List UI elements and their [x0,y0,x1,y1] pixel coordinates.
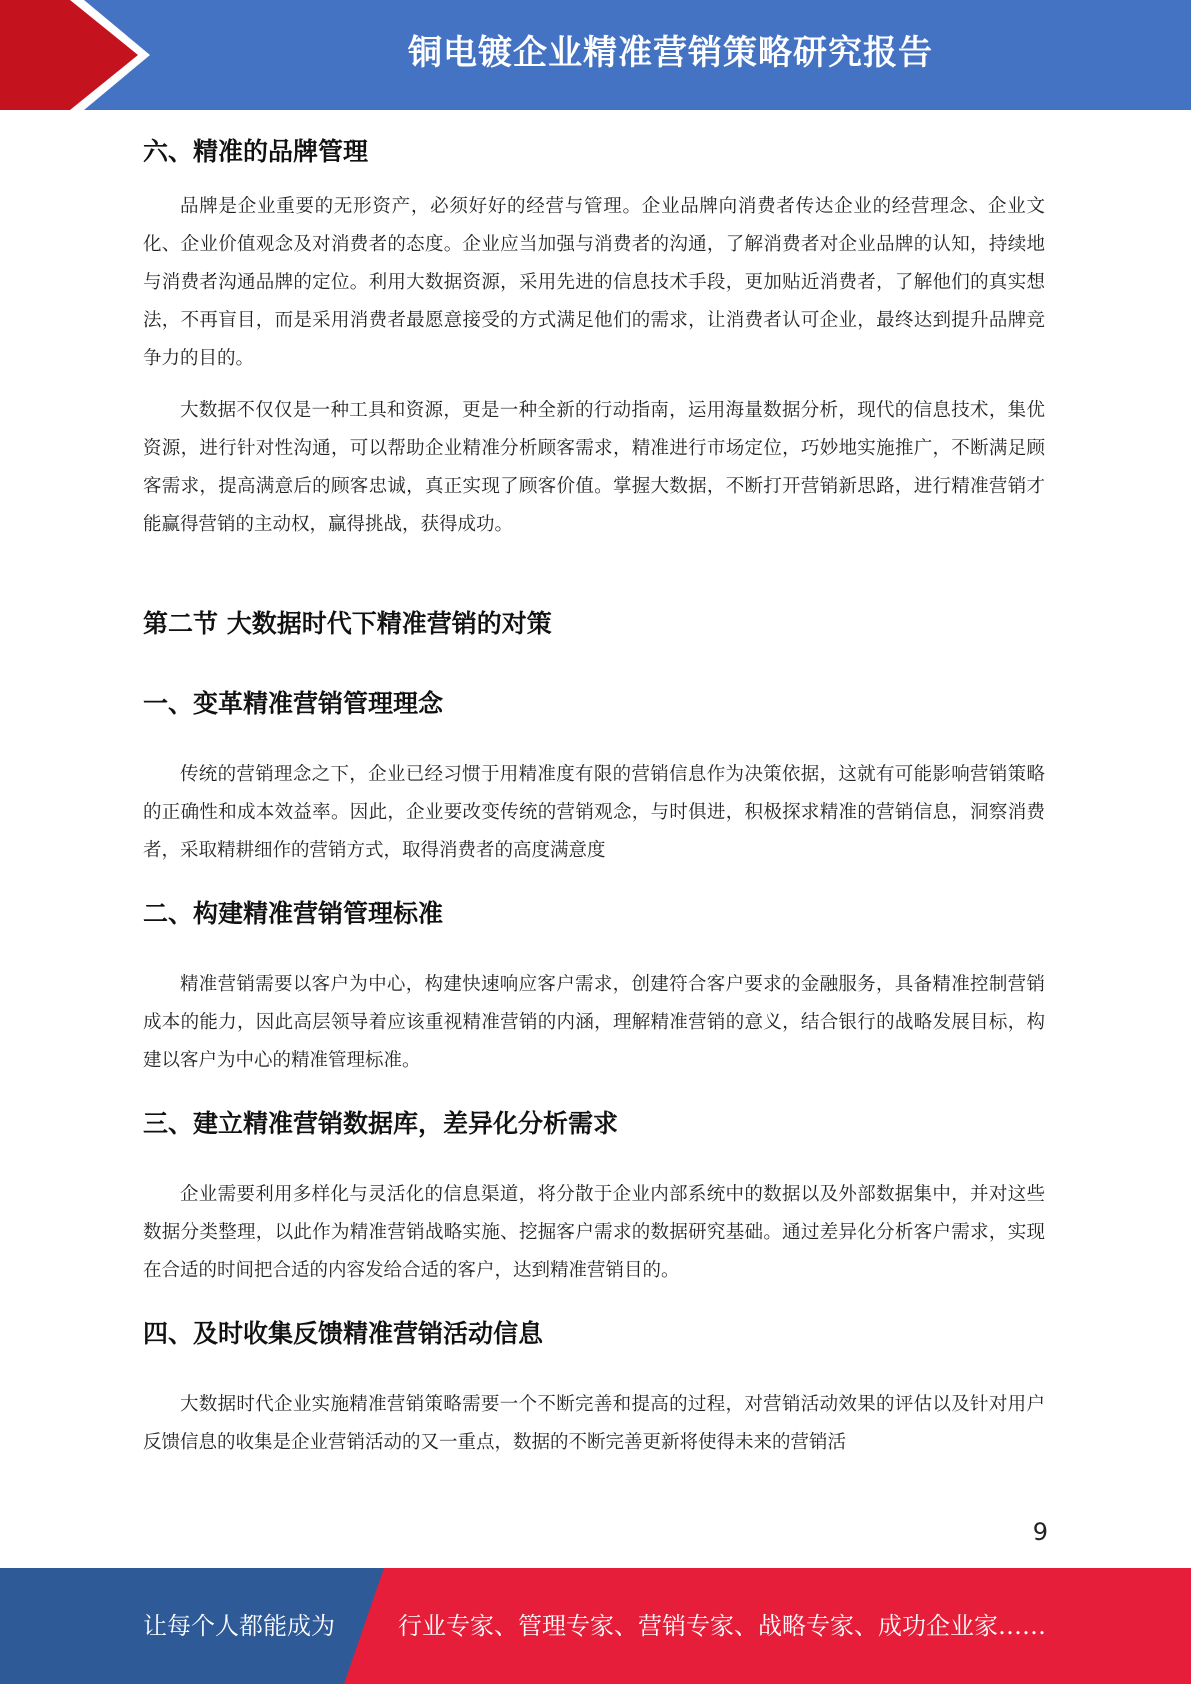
page-content [143,128,1045,1462]
brand-paragraph-1: 品牌是企业重要的无形资产，必须好好的经营与管理。企业品牌向消费者传达企业的经营理念、企业文化、企业价值观念及对消费者的态度。企业应当加强与消费者的沟通，了解消费者对企业品牌的认知，持续地与消费者沟通品牌的定位。利用大数据资源，采用先进的信息技术手段，更加贴近消费者，了解他们的真实想法，不再盲目，而是采用消费者最愿意接受的方式满足他们的需求，让消费者认可企业，最终达到提升品牌竞争力的目的。 [143,196,1045,369]
brand-heading: 六、精准的品牌管理 [143,137,369,166]
subsection-paragraph-1: 传统的营销理念之下，企业已经习惯于用精准度有限的营销信息作为决策依据，这就有可能影响营销策略的正确性和成本效益率。因此，企业要改变传统的营销观念，与时俱进，积极探求精准的营销信息，洞察消费者，采取精耕细作的营销方式，取得消费者的高度满意度 [143,764,1045,861]
subsection-paragraph-4: 大数据时代企业实施精准营销策略需要一个不断完善和提高的过程，对营销活动效果的评估以及针对用户反馈信息的收集是企业营销活动的又一重点，数据的不断完善更新将使得未来的营销活 [143,1394,1045,1453]
subsection-heading-4: 四、及时收集反馈精准营销活动信息 [143,1319,544,1348]
brand-paragraph-2: 大数据不仅仅是一种工具和资源，更是一种全新的行动指南，运用海量数据分析，现代的信息技术，集优资源，进行针对性沟通，可以帮助企业精准分析顾客需求，精准进行市场定位，巧妙地实施推广，不断满足顾客需求，提高满意后的顾客忠诚，真正实现了顾客价值。掌握大数据，不断打开营销新思路，进行精准营销才能赢得营销的主动权，赢得挑战，获得成功。 [143,400,1045,535]
subsection-heading-1: 一、变革精准营销管理理念 [143,689,444,718]
header-arrow-icon [0,0,138,110]
subsection-heading-3: 三、建立精准营销数据库，差异化分析需求 [143,1109,619,1138]
report-title: 铜电镀企业精准营销策略研究报告 [408,33,933,73]
page-number: 9 [1032,1518,1048,1546]
footer-slogan-left: 让每个人都能成为 [143,1612,335,1640]
footer-slogan-right: 行业专家、管理专家、营销专家、战略专家、成功企业家…… [398,1612,1046,1640]
page-footer [0,1568,1191,1684]
subsection-paragraph-2: 精准营销需要以客户为中心，构建快速响应客户需求，创建符合客户要求的金融服务，具备精准控制营销成本的能力，因此高层领导着应该重视精准营销的内涵，理解精准营销的意义，结合银行的战略发展目标，构建以客户为中心的精准管理标准。 [143,974,1045,1071]
section-title: 第二节 大数据时代下精准营销的对策 [143,609,552,638]
page-header [0,0,1191,110]
subsection-heading-2: 二、构建精准营销管理标准 [143,899,444,928]
subsection-paragraph-3: 企业需要利用多样化与灵活化的信息渠道，将分散于企业内部系统中的数据以及外部数据集中，并对这些数据分类整理，以此作为精准营销战略实施、挖掘客户需求的数据研究基础。通过差异化分析客户需求，实现在合适的时间把合适的内容发给合适的客户，达到精准营销目的。 [143,1184,1045,1281]
